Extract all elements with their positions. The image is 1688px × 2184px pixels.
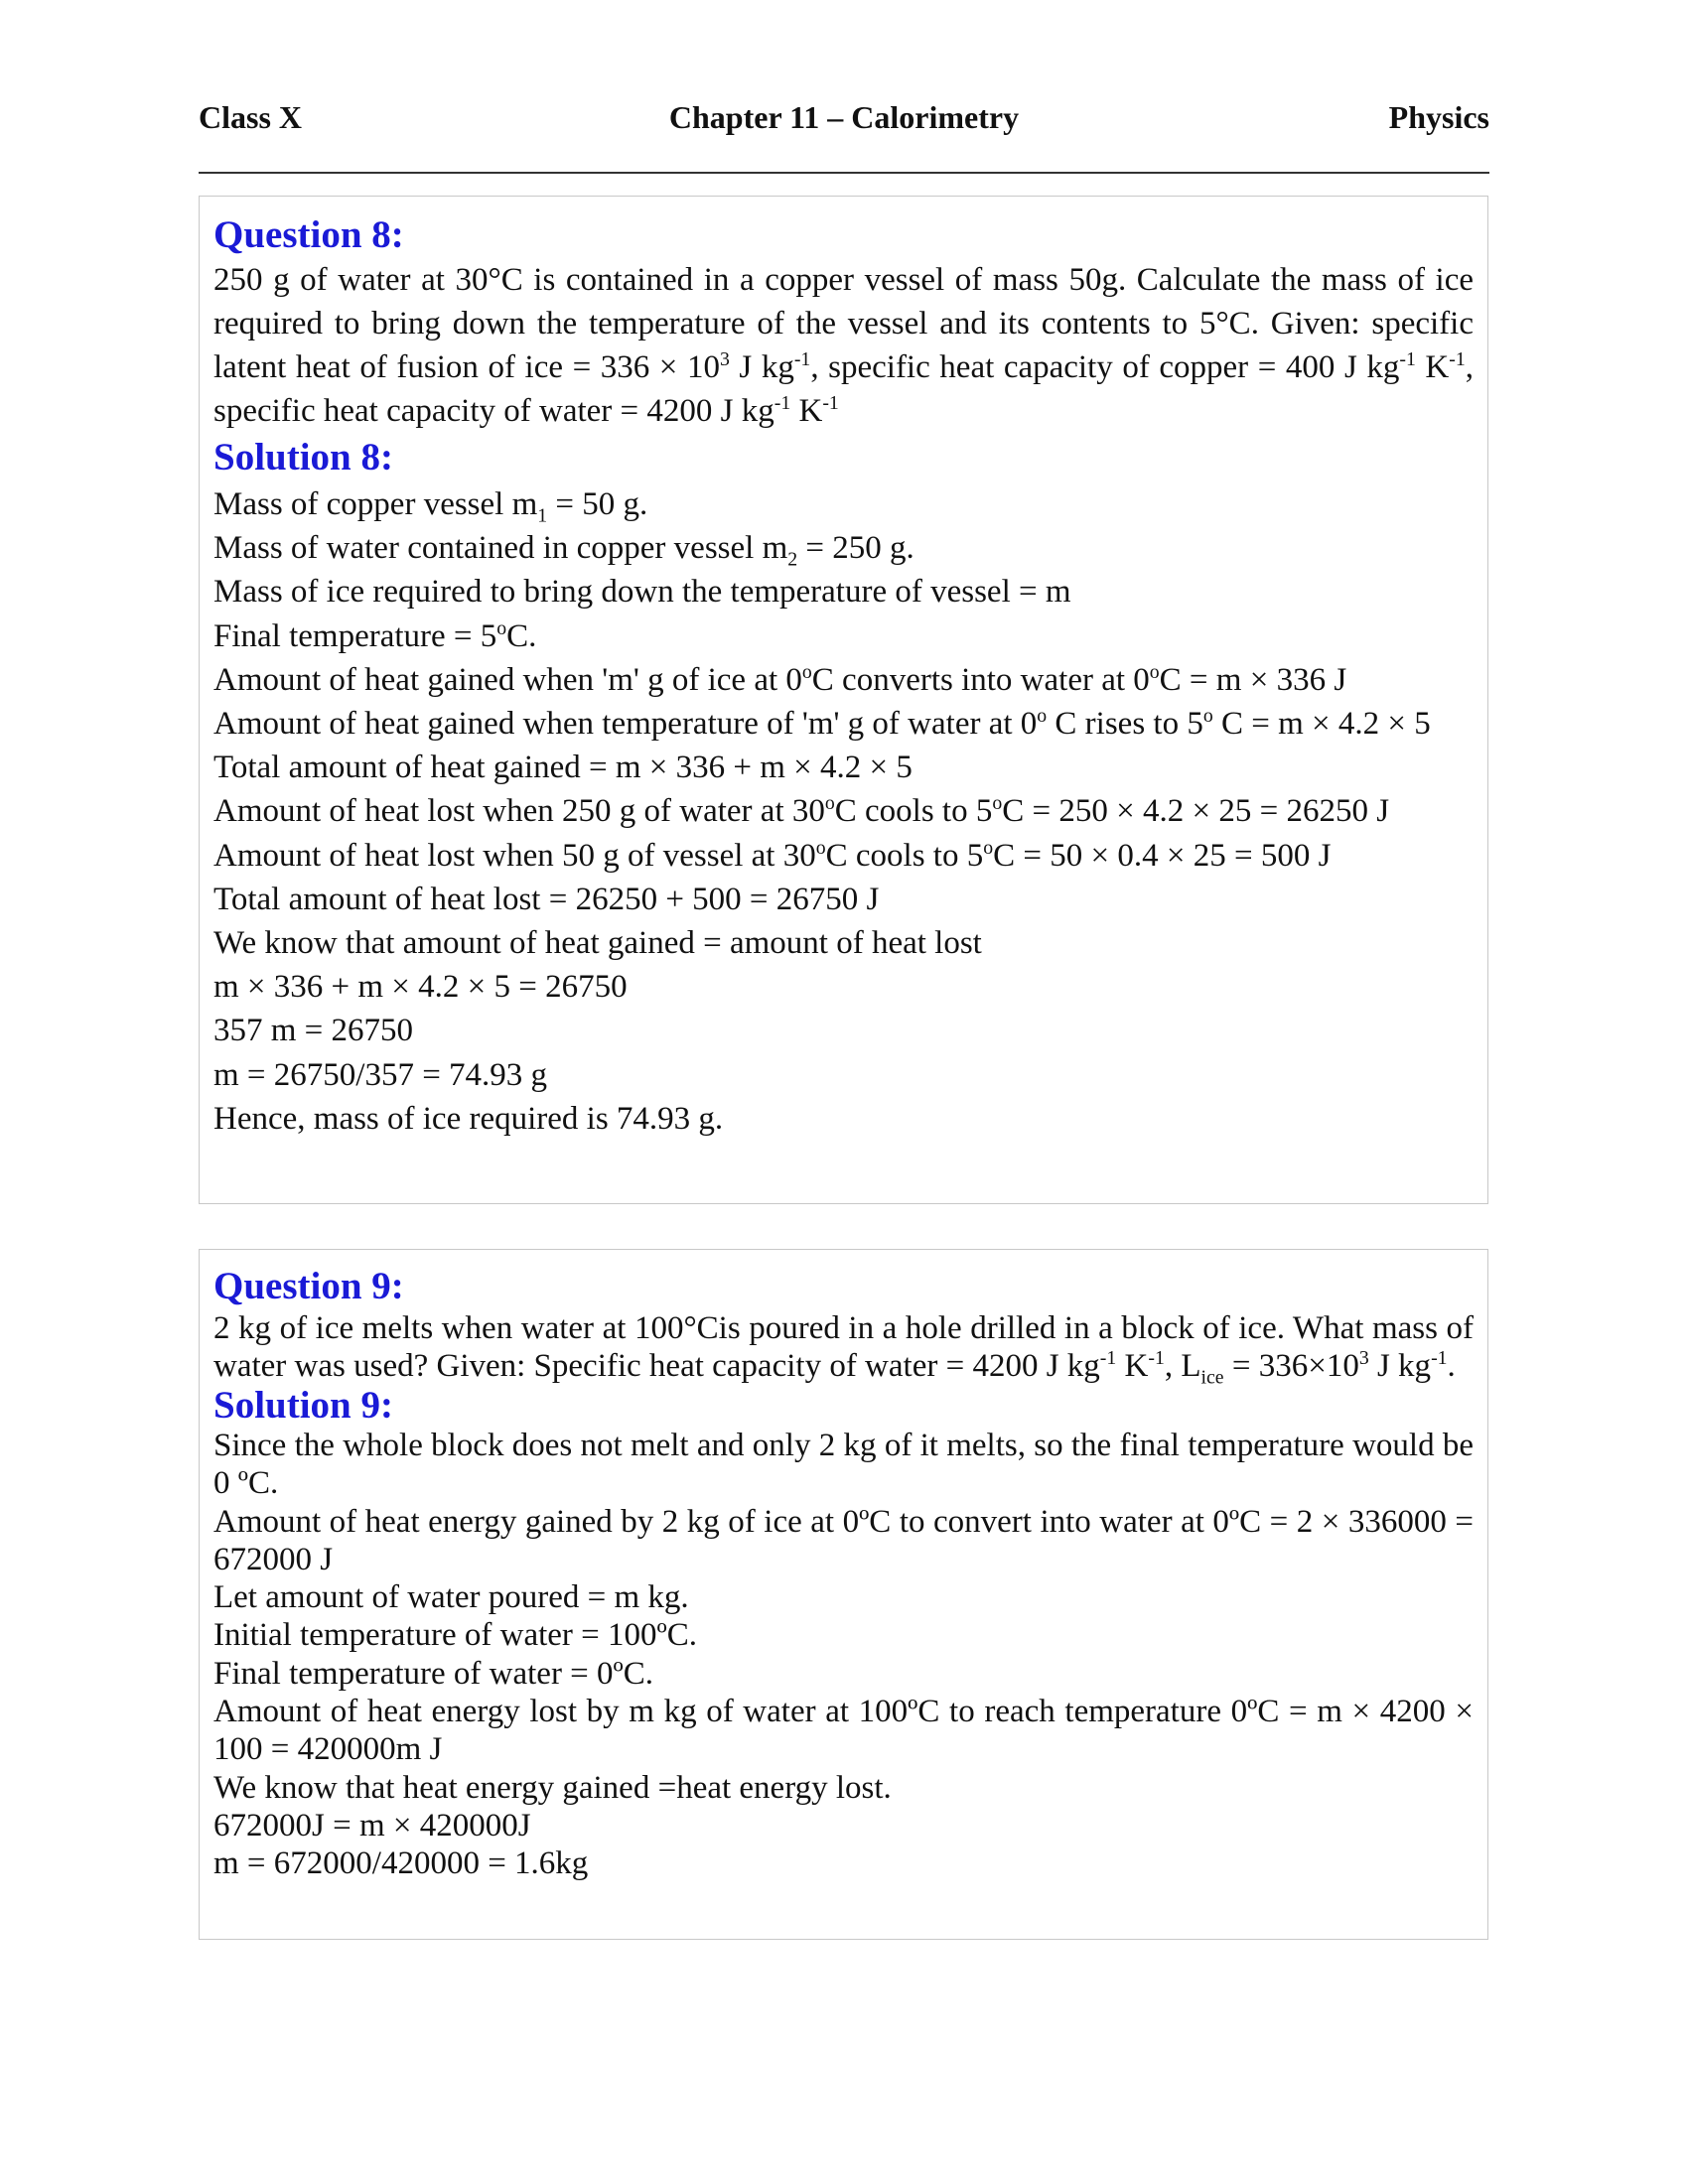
solution-line: Initial temperature of water = 100ºC. [213, 1617, 698, 1654]
solution-line: Total amount of heat lost = 26250 + 500 = 26750 J [213, 881, 880, 917]
solution-line: m = 26750/357 = 74.93 g [213, 1056, 548, 1093]
question-8-heading: Question 8: [213, 213, 404, 256]
solution-9-body [213, 1427, 1474, 1883]
solution-line: We know that heat energy gained =heat energy lost. [213, 1769, 892, 1806]
question-9-text: 2 kg of ice melts when water at 100°Cis poured in a hole drilled in a block of ice. What mass of water was used? Given: Specific heat capacity of water = 4200 J $kg^{-1}$ $K^{-1}$, $L_{ice} = 336\times 10^3$ J $kg^{-1}$. [213, 1310, 1474, 1389]
solution-line: Since the whole block does not melt and only 2 kg of it melts, so the final temperature would be 0 ºC. [213, 1428, 1474, 1502]
solution-line: Mass of water contained in copper vessel $m_2 = 250$ g. [213, 530, 914, 571]
header-chapter: Chapter 11 – Calorimetry [668, 99, 1020, 135]
solution-8-heading: Solution 8: [213, 436, 393, 478]
header-subject: Physics [1388, 99, 1489, 135]
question-9-heading: Question 9: [213, 1265, 404, 1307]
solution-line: Amount of heat lost when 250 g of water at 30$^o$C cools to $5^oC = 250 \times 4.2 \times 25 = 26250$ J [213, 792, 1390, 830]
question-8-text: 250 g of water at 30°C is contained in a copper vessel of mass 50g. Calculate the mass of ice required to bring down the temperature of the vessel and its contents to 5°C. Given: specific latent heat of fusion of ice = $336 \times 10^3$ J $kg^{-1}$, specific heat capacity of copper = 400 J $kg^{-1}$ $K^{-1}$, specific heat capacity of water = 4200 J $kg^{-1}$ $K^{-1}$ [213, 262, 1474, 429]
solution-line: Final temperature = $5^oC$. [213, 616, 537, 654]
solution-line: Mass of ice required to bring down the temperature of vessel = m [213, 574, 1071, 611]
solution-9-heading: Solution 9: [213, 1384, 393, 1427]
solution-8-body [213, 482, 1474, 1141]
solution-line: Let amount of water poured = m kg. [213, 1579, 689, 1616]
header-class: Class X [199, 99, 303, 135]
solution-line: m × 336 + m × 4.2 × 5 = 26750 [213, 969, 628, 1006]
solution-line: We know that amount of heat gained = amount of heat lost [213, 925, 982, 962]
solution-line: Amount of heat energy gained by 2 kg of ice at 0ºC to convert into water at 0ºC = 2 × 336000 = 672000 J [213, 1503, 1474, 1577]
solution-line: Amount of heat lost when 50 g of vessel at 30$^o$C cools to $5^oC = 50 \times 0.4 \times 25 = 500$ J [213, 836, 1332, 874]
solution-line: Final temperature of water = 0ºC. [213, 1655, 654, 1692]
header-divider [199, 172, 1489, 174]
question-8-box [199, 196, 1488, 1204]
solution-line: Amount of heat gained when temperature of 'm' g of water at 0$^o$ C rises to 5$^o$ C = m × 4.2 × 5 [213, 705, 1431, 743]
solution-line: Mass of copper vessel $m_1 = 50$ g. [213, 486, 648, 527]
question-9-box [199, 1249, 1488, 1940]
solution-line: m = 672000/420000 = 1.6kg [213, 1845, 589, 1882]
page-header [199, 99, 1489, 143]
solution-line: Amount of heat gained when 'm' g of ice at 0$^o$C converts into water at $0^oC = m \times 336$ J [213, 660, 1347, 698]
solution-line: Amount of heat energy lost by m kg of water at 100ºC to reach temperature 0ºC = m × 4200 × 100 = 420000m J [213, 1694, 1474, 1768]
solution-line: Total amount of heat gained = m × 336 + m × 4.2 × 5 [213, 750, 913, 786]
solution-line: 357 m = 26750 [213, 1013, 414, 1049]
solution-line: Hence, mass of ice required is 74.93 g. [213, 1100, 724, 1137]
solution-line: 672000J = m × 420000J [213, 1807, 531, 1843]
